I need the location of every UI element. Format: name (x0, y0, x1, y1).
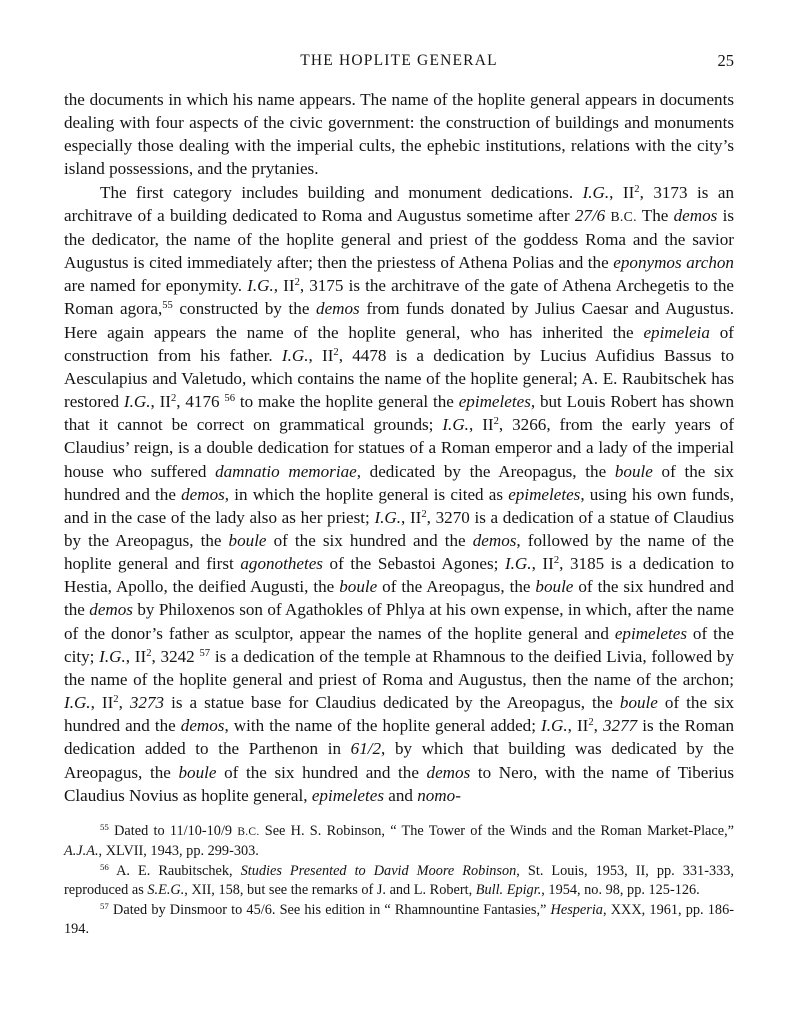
running-header (64, 50, 734, 72)
citation-ig: I.G. (247, 276, 274, 296)
page-number: 25 (717, 51, 734, 70)
paragraph-building-dedications: The first category includes building and monument dedications. I.G., $II^2$, 3173 is an architrave of a building dedicated to Roma and Augustus sometime after 27/6 B.C. The demos is the dedicator, the name of the hoplite general and priest of the goddess Roma and the savior Augustus is cited immediately after; then the priestess of Athena Polias and the eponymos archon are named for eponymity. I.G., $II^2$, 3175 is the architrave of the gate of Athena Archegetis to the Roman agora,$^{55}$ constructed by the demos from funds donated by Julius Caesar and Augustus. Here again appears the name of the hoplite general, who has inherited the epimeleia of construction from his father. I.G., $II^2$, 4478 is a dedication by Lucius Aufidius Bassus to Aesculapius and Valetudo, which contains the name of the hoplite general; A. E. Raubitschek has restored I.G., $II^2$, 4176 $^{56}$ to make the hoplite general the epimeletes, but Louis Robert has shown that it cannot be correct on grammatical grounds; I.G., $II^2$, 3266, from the early years of Claudius’ reign, is a double dedication for statues of a Roman emperor and a lady of the imperial house who suffered damnatio memoriae, dedicated by the Areopagus, the boule of the six hundred and the demos, in which the hoplite general is cited as epimeletes, using his own funds, and in the case of the lady also as her priest; I.G., $II^2$, 3270 is a dedication of a statue of Claudius by the Areopagus, the boule of the six hundred and the demos, followed by the name of the hoplite general and first agonothetes of the Sebastoi Agones; I.G., $II^2$, 3185 is a dedication to Hestia, Apollo, the deified Augusti, the boule of the Areopagus, the boule of the six hundred and the demos by Philoxenos son of Agathokles of Phlya at his own expense, in which, after the name of the donor’s father as sculptor, appear the names of the hoplite general and epimeletes of the city; I.G., $II^2$, 3242 $^{57}$ is a dedication of the temple at Rhamnous to the deified Livia, followed by the name of the hoplite general and priest of Roma and Augustus, then the name of the archon; I.G., $II^2$, 3273 is a statue base for Claudius dedicated by the Areopagus, the boule of the six hundred and the demos, with the name of the hoplite general added; I.G., $II^2$, 3277 is the Roman dedication added to the Parthenon in 61/2, by which that building was dedicated by the Areopagus, the boule of the six hundred and the demos to Nero, with the name of Tiberius Claudius Novius as hoplite general, epimeletes and nomo- (64, 182, 735, 805)
citation-ig: I.G. (582, 182, 610, 202)
citation-ig: I.G. (442, 415, 469, 435)
citation-ig: I.G. (64, 693, 91, 713)
citation-ig: I.G. (504, 554, 532, 574)
footnote-56: $^{56}$ A. E. Raubitschek, Studies Presented to David Moore Robinson, St. Louis, 1953, II, pp. 331-333, reproduced as S.E.G., XII, 158, but see the remarks of J. and L. Robert, Bull. Epigr., 1954, no. 98, pp. 125-126. (64, 861, 734, 899)
footnote-ref-57[interactable]: 57 (199, 647, 211, 659)
citation-ig: I.G. (99, 646, 126, 666)
citation-ig: I.G. (123, 392, 151, 412)
paragraph-continuation: the documents in which his name appears. The name of the hoplite general appears in documents dealing with four aspects of the civic government: the construction of buildings and monuments especially those dealing with the imperial cults, the ephebic institutions, relations with the city’s island possessions, and the prytanies. (64, 90, 734, 179)
citation-ig: I.G. (374, 507, 402, 527)
footnote-55: $^{55}$ Dated to 11/10-10/9 B.C. See H. S. Robinson, “ The Tower of the Winds and the Roman Market-Place,” A.J.A., XLVII, 1943, pp. 299-303. (64, 822, 734, 860)
citation-ig: I.G. (281, 345, 309, 365)
body-text (64, 88, 734, 807)
citation-ig: I.G. (541, 716, 568, 736)
footnote-ref-55[interactable]: 55 (162, 300, 173, 312)
running-title: THE HOPLITE GENERAL (300, 52, 498, 69)
footnotes (64, 822, 734, 939)
footnote-ref-56[interactable]: 56 (224, 393, 236, 405)
footnote-57: $^{57}$ Dated by Dinsmoor to 45/6. See his edition in “ Rhamnountine Fantasies,” Hesperia, XXX, 1961, pp. 186-194. (64, 900, 734, 938)
